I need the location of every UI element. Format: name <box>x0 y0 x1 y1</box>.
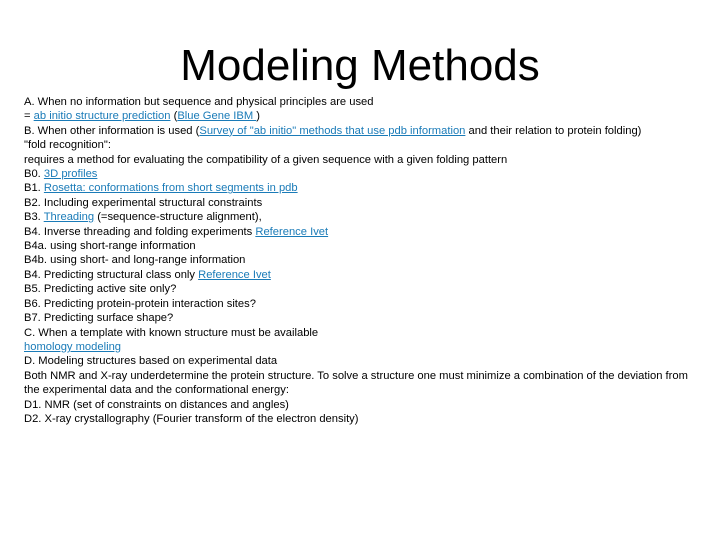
body-line <box>24 138 696 152</box>
body-line <box>24 95 696 109</box>
line-text: B3. <box>24 211 44 224</box>
line-text: D. Modeling structures based on experimental data <box>24 355 278 368</box>
line-text: B2. Including experimental structural constraints <box>24 196 263 209</box>
body-line <box>24 282 696 296</box>
body-line <box>24 268 696 282</box>
hyperlink[interactable]: homology modeling <box>24 340 122 353</box>
hyperlink[interactable]: Blue Gene IBM <box>177 110 257 123</box>
body-line <box>24 354 696 368</box>
body-line <box>24 297 696 311</box>
body-line <box>24 340 696 354</box>
hyperlink[interactable]: Reference Ivet <box>198 268 271 281</box>
line-text: B4b. using short- and long-range information <box>24 254 246 267</box>
hyperlink[interactable]: Threading <box>43 211 95 224</box>
line-text: B0. <box>24 168 44 181</box>
hyperlink[interactable]: Reference Ivet <box>255 225 329 238</box>
line-text: and their relation to protein folding) <box>465 124 642 137</box>
line-text: B7. Predicting surface shape? <box>24 312 174 325</box>
line-text: D1. NMR (set of constraints on distances and angles) <box>24 398 289 411</box>
line-text: B4a. using short-range information <box>24 240 196 253</box>
body-line <box>24 210 696 224</box>
body-line <box>24 239 696 253</box>
body-line <box>24 124 696 138</box>
body-line <box>24 398 696 412</box>
body-line <box>24 253 696 267</box>
hyperlink[interactable]: ab initio structure prediction <box>33 110 171 123</box>
hyperlink[interactable]: Survey of "ab initio" methods that use pdb information <box>199 124 466 137</box>
line-text: requires a method for evaluating the compatibility of a given sequence with a given folding pattern <box>24 153 508 166</box>
body-line <box>24 225 696 239</box>
line-text: ( <box>170 110 178 123</box>
body-line <box>24 109 696 123</box>
line-text: B5. Predicting active site only? <box>24 283 177 296</box>
body-line <box>24 412 696 426</box>
line-text: B. When other information is used ( <box>24 124 200 137</box>
line-text: Both NMR and X-ray underdetermine the protein structure. To solve a structure one must minimize a combination of the deviation from the experimental data and the conformational energy: <box>24 369 688 397</box>
line-text: = <box>24 110 34 123</box>
line-text: D2. X-ray crystallography (Fourier transform of the electron density) <box>24 412 359 425</box>
line-text: B1. <box>24 182 44 195</box>
hyperlink[interactable]: 3D profiles <box>43 168 98 181</box>
body-line <box>24 369 696 398</box>
body-line <box>24 181 696 195</box>
slide-title: Modeling Methods <box>180 41 540 90</box>
body-line <box>24 326 696 340</box>
body-line <box>24 311 696 325</box>
body-line <box>24 167 696 181</box>
line-text: B4. Inverse threading and folding experiments <box>24 225 256 238</box>
line-text: ) <box>256 110 261 123</box>
body-line <box>24 153 696 167</box>
body-line <box>24 196 696 210</box>
line-text: (=sequence-structure alignment), <box>94 211 262 224</box>
line-text: A. When no information but sequence and physical principles are used <box>24 96 374 108</box>
hyperlink[interactable]: Rosetta: conformations from short segments in pdb <box>43 182 298 195</box>
line-text: C. When a template with known structure must be available <box>24 326 319 339</box>
line-text: B4. Predicting structural class only <box>24 268 199 281</box>
line-text: B6. Predicting protein-protein interaction sites? <box>24 297 256 310</box>
line-text: "fold recognition": <box>24 139 111 152</box>
slide-body <box>24 95 696 426</box>
